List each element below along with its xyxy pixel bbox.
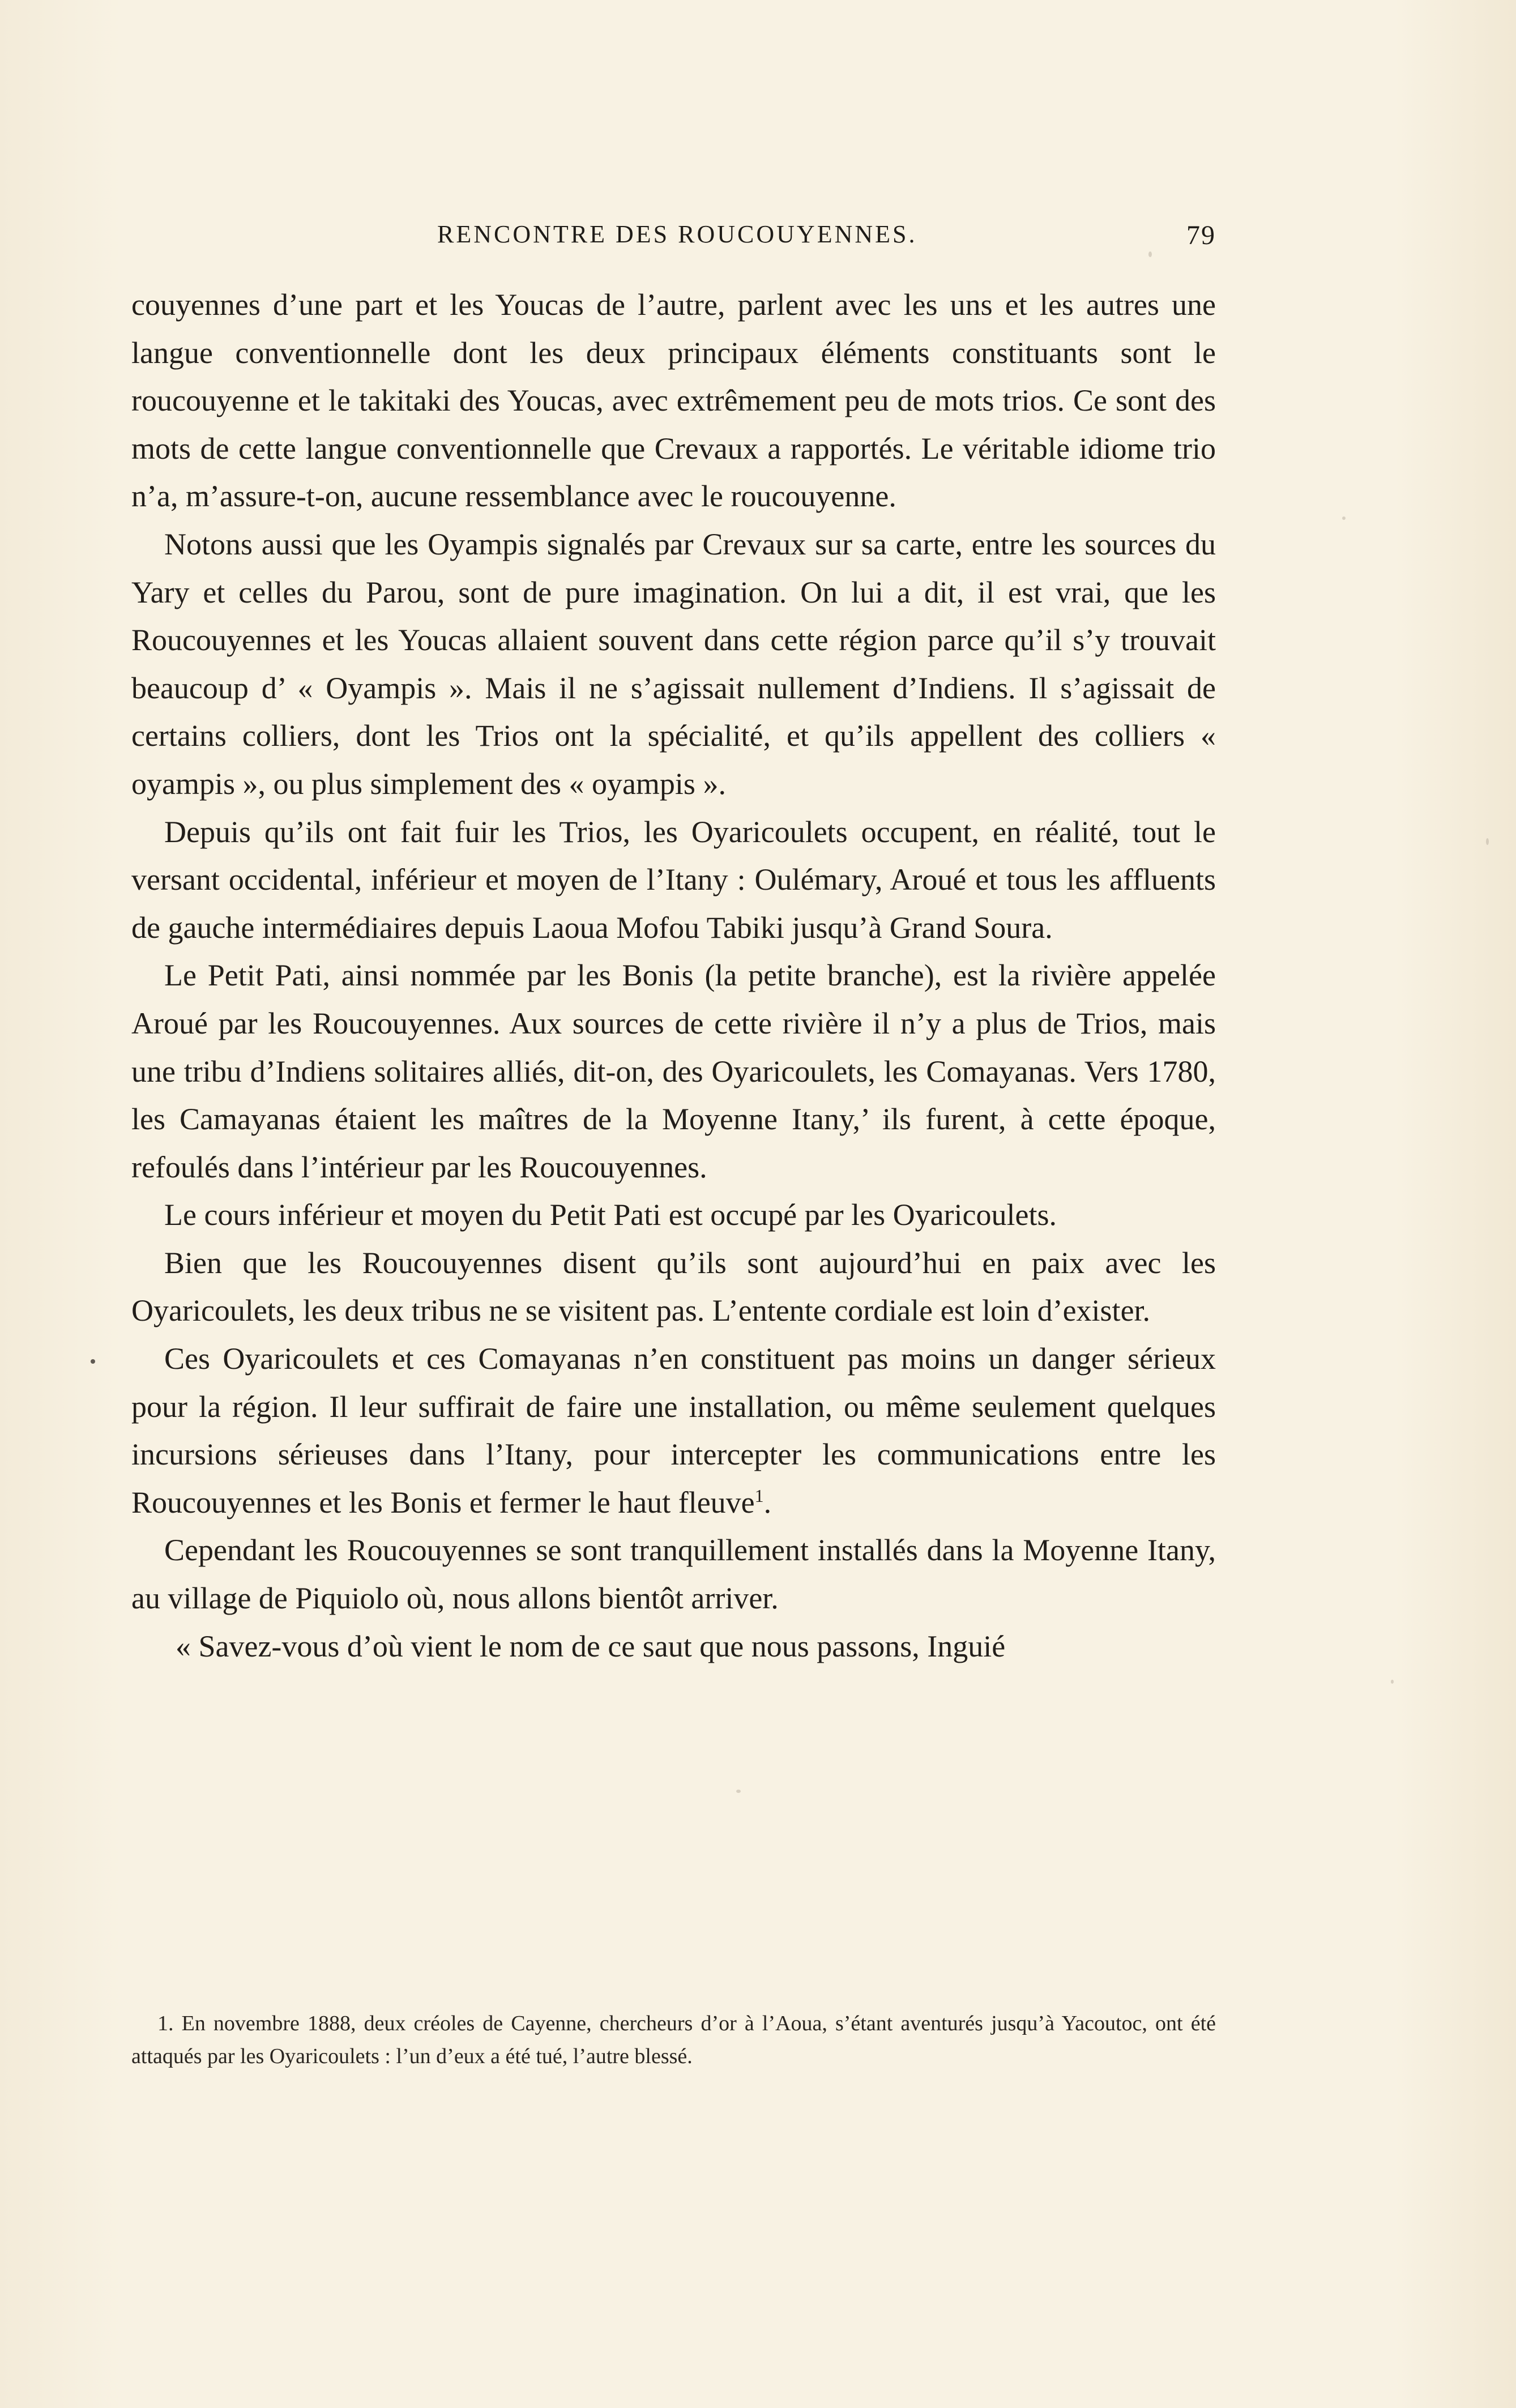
paper-speck [1486,838,1489,845]
paper-speck [1148,251,1152,257]
paragraph-oyaricoulets-territory: Depuis qu’ils ont fait fuir les Trios, les Oyaricoulets occupent, en réalité, tout le versant occidental, inférieur et moyen de l’Itany : Oulémary, Aroué et tous les affluents de gauche intermédiaires depuis Laoua Mofou Tabiki jusqu’à Grand Soura. [131,814,1216,945]
paper-speck [1391,1680,1394,1684]
footnote-reference: 1 [754,1485,764,1506]
paragraph-quote-start: « Savez-vous d’où vient le nom de ce saut que nous passons, Inguié [176,1629,1006,1663]
paper-speck [736,1790,741,1793]
footnote-text: 1. En novembre 1888, deux créoles de Cayenne, chercheurs d’or à l’Aoua, s’étant aventurés jusqu’à Yacoutoc, ont été attaqués par les Oyaricoulets : l’un d’eux a été tué, l’autre blessé. [131,2012,1216,2068]
paragraph-continuation: couyennes d’une part et les Youcas de l’autre, parlent avec les uns et les autres une langue conventionnelle dont les deux principaux éléments constituants sont le roucouyenne et le takitaki des Youcas, avec extrêmement peu de mots trios. Ce sont des mots de cette langue conventionnelle que Crevaux a rapportés. Le véritable idiome trio n’a, m’assure-t-on, aucune ressemblance avec le roucouyenne. [131,288,1216,514]
running-title: RENCONTRE DES ROUCOUYENNES. [437,220,917,248]
footnote [131,2007,1216,2073]
paragraph-danger [131,1335,1216,1526]
main-text [131,281,1216,1670]
footnote-reference-period: . [763,1485,772,1519]
paper-speck [1342,516,1346,520]
paragraph-oyampis: Notons aussi que les Oyampis signalés par Crevaux sur sa carte, entre les sources du Yary et celles du Parou, sont de pure imagination. On lui a dit, il est vrai, que les Roucouyennes et les Youcas allaient souvent dans cette région parce qu’il s’y trouvait beaucoup d’ « Oyampis ». Mais il ne s’agissait nullement d’Indiens. Il s’agissait de certains colliers, dont les Trios ont la spécialité, et qu’ils appellent des colliers « oyampis », ou plus simplement des « oyampis ». [131,527,1216,801]
page-number: 79 [1186,220,1216,250]
running-head [131,220,1216,259]
paper-speck [91,1359,95,1364]
paragraph-piquiolo: Cependant les Roucouyennes se sont tranquillement installés dans la Moyenne Itany, au village de Piquiolo où, nous allons bientôt arriver. [131,1533,1216,1616]
paragraph-entente: Bien que les Roucouyennes disent qu’ils sont aujourd’hui en paix avec les Oyaricoulets, les deux tribus ne se visitent pas. L’entente cordiale est loin d’exister. [131,1245,1216,1328]
paragraph-cours-inferieur: Le cours inférieur et moyen du Petit Pati est occupé par les Oyaricoulets. [164,1198,1057,1232]
paragraph-petit-pati: Le Petit Pati, ainsi nommée par les Bonis (la petite branche), est la rivière appelée Aroué par les Roucouyennes. Aux sources de cette rivière il n’y a plus de Trios, mais une tribu d’Indiens solitaires alliés, dit-on, des Oyaricoulets, les Comayanas. Vers 1780, les Camayanas étaient les maîtres de la Moyenne Itany,’ ils furent, à cette époque, refoulés dans l’intérieur par les Roucouyennes. [131,958,1216,1184]
paragraph-danger-text: Ces Oyaricoulets et ces Comayanas n’en constituent pas moins un danger sérieux pour la région. Il leur suffirait de faire une installation, ou même seulement quelques incursions sérieuses dans l’Itany, pour intercepter les communications entre les Roucouyennes et les Bonis et fermer le haut fleuve [131,1342,1216,1519]
